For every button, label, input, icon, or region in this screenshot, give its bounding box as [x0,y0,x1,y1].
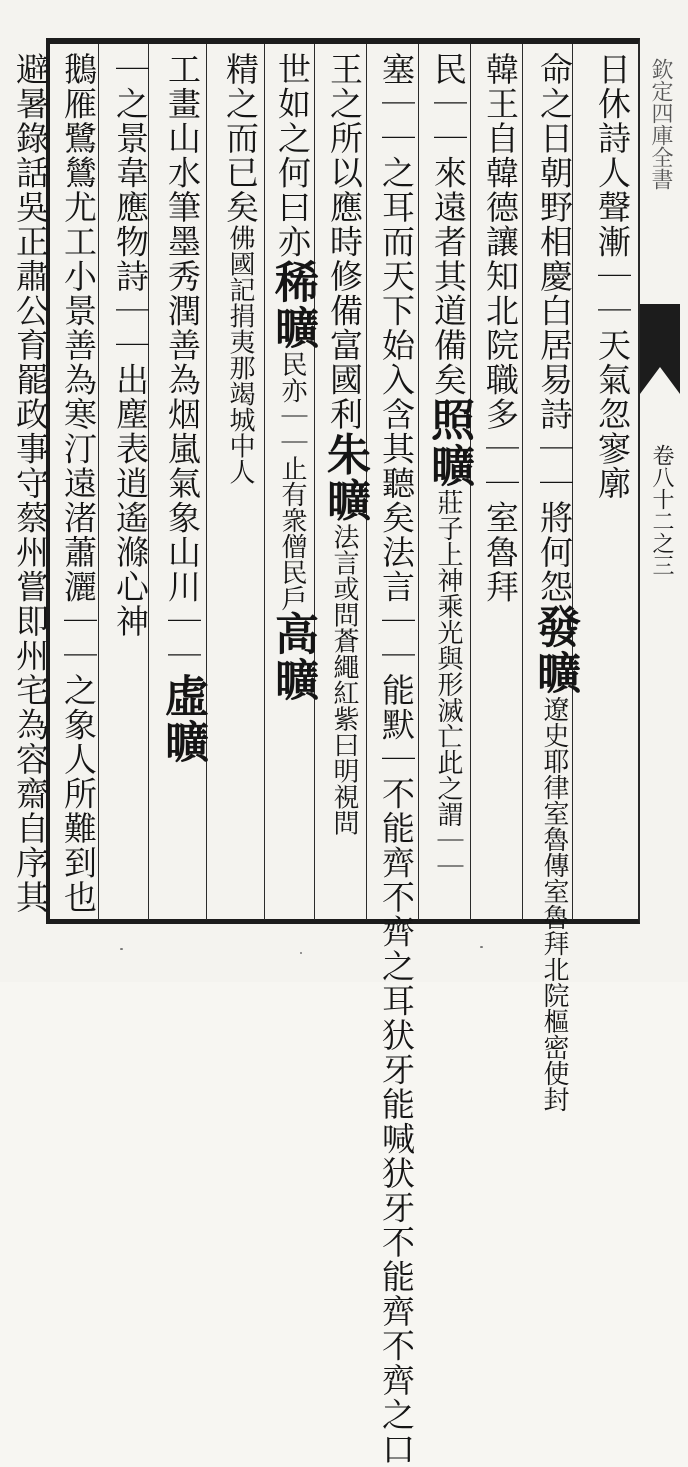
column-text: 民｜｜來遠者其道備矣 [429,52,468,397]
text-column-8 [218,52,262,918]
text-column-5 [374,52,418,1467]
column-rule [522,44,523,920]
volume-label: 卷八十二之三 [649,444,674,576]
text-column-12 [6,52,52,918]
entry-heading: 高曠 [267,611,318,703]
entry-heading: 朱曠 [319,431,370,524]
entry-heading: 虛曠 [157,673,208,765]
column-text: 精之而已矣 [221,52,260,225]
text-column-4 [423,52,474,918]
scan-speck [300,952,302,954]
text-column-6 [319,52,370,918]
column-rule [264,44,265,920]
column-text: 王之所以應時修備富國利 [325,52,364,432]
column-text: 鵝雁鷺鷥尤工小景善為寒汀遠渚蕭灑｜｜之象人所難到也 [59,52,98,915]
column-text: 避暑錄話吳正肅公育罷政事守蔡州嘗即州宅為容齋自序其 [11,52,50,915]
text-column-10 [108,52,152,918]
fish-tail-mark [640,304,680,394]
page-margin [640,58,680,918]
column-rule [206,44,207,920]
annotation-text: 法言或問蒼繩紅紫曰明視問 [329,523,359,836]
entry-heading: 稀曠 [267,259,318,351]
annotation-text: 莊子上神乘光與形滅亡此之謂｜｜ [433,489,463,879]
scan-speck [480,946,483,948]
entry-heading: 發曠 [529,604,580,696]
column-text: 韓王自韓德讓知北院職多｜｜室魯拜 [481,52,520,604]
column-text: 日休詩人聲漸｜｜天氣忽寥廓 [593,52,632,501]
text-column-7 [267,52,318,918]
column-text: ｜之景韋應物詩｜｜出塵表逍遙滌心神 [111,52,150,639]
annotation-text: 佛國記捐夷那竭城中人 [225,224,255,485]
column-text: 世如之何曰亦 [273,52,312,259]
entry-heading: 照曠 [423,397,474,489]
column-text: 命之日朝野相慶白居易詩｜｜將何怨 [535,52,574,604]
column-text: 工畫山水筆墨秀潤善為烟嵐氣象山川｜｜ [163,52,202,673]
running-head: 欽定四庫全書 [648,58,673,190]
annotation-text: 民亦｜｜止有衆僧民戶 [277,351,307,611]
column-rule [418,44,419,920]
text-column-3 [478,52,522,918]
scan-speck [120,948,123,950]
text-column-9 [157,52,208,918]
annotation-text: 遼史耶律室魯傳室魯拜北院樞密使封 [539,696,569,1112]
text-column-1 [590,52,634,918]
column-text: 塞｜｜之耳而天下始入含其聽矣法言｜｜能默｜不能齊不齊之耳犾牙能喊犾牙不能齊不齊之口 [377,52,416,1467]
column-rule [314,44,315,920]
text-column-2 [529,52,580,1112]
text-column-11 [56,52,100,918]
